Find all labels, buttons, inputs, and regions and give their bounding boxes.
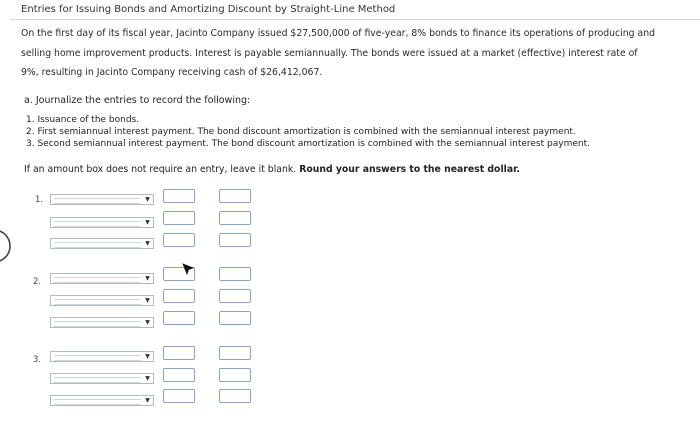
page-title: Entries for Issuing Bonds and Amortizing Discount by Straight-Line Method xyxy=(21,4,396,15)
chevron-down-icon: ▼ xyxy=(145,219,150,226)
entry-3-debit-input-2[interactable] xyxy=(163,368,195,382)
chevron-down-icon: ▼ xyxy=(145,319,150,326)
chevron-down-icon: ▼ xyxy=(145,375,150,382)
chevron-down-icon: ▼ xyxy=(145,297,150,304)
part-a-heading: a. Journalize the entries to record the following: xyxy=(24,95,251,106)
entry-2-number: 2. xyxy=(33,277,42,287)
entry-3-credit-input-2[interactable] xyxy=(219,368,251,382)
entry-1-number: 1. xyxy=(35,195,44,205)
chevron-down-icon: ▼ xyxy=(145,397,150,404)
entry-1-account-select-3[interactable] xyxy=(50,238,154,249)
entry-1-debit-input-2[interactable] xyxy=(163,211,195,225)
chevron-down-icon: ▼ xyxy=(145,275,150,282)
mouse-pointer-icon xyxy=(181,262,195,276)
entry-2-account-select-2[interactable] xyxy=(50,295,154,306)
chevron-down-icon: ▼ xyxy=(145,196,150,203)
task-item-3: 3. Second semiannual interest payment. The bond discount amortization is combined with the semiannual interest payment. xyxy=(26,139,590,149)
task-item-2: 2. First semiannual interest payment. The bond discount amortization is combined with the semiannual interest payment. xyxy=(26,127,576,137)
problem-statement xyxy=(21,24,697,83)
instruction-normal: If an amount box does not require an entry, leave it blank. xyxy=(24,164,297,175)
instruction-bold: Round your answers to the nearest dollar. xyxy=(299,164,520,175)
chevron-down-icon: ▼ xyxy=(145,240,150,247)
entry-3-account-select-1[interactable] xyxy=(50,351,154,362)
entry-3-account-select-2[interactable] xyxy=(50,373,154,384)
entry-1-account-select-1[interactable] xyxy=(50,194,154,205)
entry-1-credit-input-2[interactable] xyxy=(219,211,251,225)
entry-2-credit-input-1[interactable] xyxy=(219,267,251,281)
intro-line-3: 9%, resulting in Jacinto Company receiving cash of $26,412,067. xyxy=(21,67,323,78)
entry-2-debit-input-2[interactable] xyxy=(163,289,195,303)
entry-2-credit-input-3[interactable] xyxy=(219,311,251,325)
entry-3-credit-input-1[interactable] xyxy=(219,346,251,360)
entry-2-account-select-3[interactable] xyxy=(50,317,154,328)
instruction-text xyxy=(24,164,520,175)
entry-2-credit-input-2[interactable] xyxy=(219,289,251,303)
entry-1-credit-input-3[interactable] xyxy=(219,233,251,247)
entry-3-account-select-3[interactable] xyxy=(50,395,154,406)
task-list xyxy=(26,114,590,150)
title-divider xyxy=(10,19,700,20)
entry-1-debit-input-1[interactable] xyxy=(163,189,195,203)
intro-line-2: selling home improvement products. Interest is payable semiannually. The bonds were issued at a market (effective) interest rate of xyxy=(21,47,638,59)
entry-3-number: 3. xyxy=(33,355,42,365)
side-panel-toggle-icon[interactable] xyxy=(0,226,16,266)
entry-3-credit-input-3[interactable] xyxy=(219,389,251,403)
entry-1-account-select-2[interactable] xyxy=(50,217,154,228)
entry-3-debit-input-1[interactable] xyxy=(163,346,195,360)
task-item-1: 1. Issuance of the bonds. xyxy=(26,115,140,125)
chevron-down-icon: ▼ xyxy=(145,353,150,360)
intro-line-1: On the first day of its fiscal year, Jacinto Company issued $27,500,000 of five-year, 8% bonds to finance its operations of producing and xyxy=(21,28,655,39)
entry-3-debit-input-3[interactable] xyxy=(163,389,195,403)
entry-2-debit-input-3[interactable] xyxy=(163,311,195,325)
entry-2-account-select-1[interactable] xyxy=(50,273,154,284)
entry-1-debit-input-3[interactable] xyxy=(163,233,195,247)
entry-1-credit-input-1[interactable] xyxy=(219,189,251,203)
